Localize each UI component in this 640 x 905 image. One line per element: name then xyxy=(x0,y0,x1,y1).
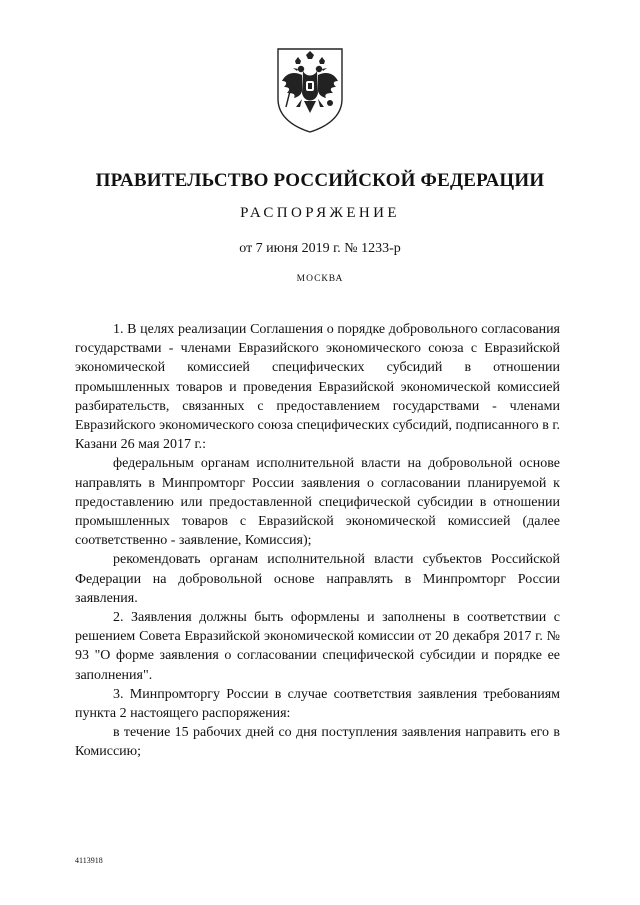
date-and-number: от 7 июня 2019 г. № 1233-р xyxy=(239,241,401,256)
paragraph-2: 2. Заявления должны быть оформлены и заполнены в соответствии с решением Совета Евразийской экономической комиссии от 20 декабря 2017 г. № 93 "О форме заявления о согласовании специфической субсидии и порядке ее заполнения". xyxy=(75,610,560,683)
document-body xyxy=(75,320,560,762)
paragraph-1: 1. В целях реализации Соглашения о порядке добровольного согласования государствами - членами Евразийского экономического союза с Евразийской экономической комиссией специфических субсидий в отношении промышленных товаров и проведения Евразийской экономической комиссией разбирательств, связанных с предоставлением государствами - членами Евразийского экономического союза специфических субсидий, подписанного в г. Казани 26 мая 2017 г.: xyxy=(75,322,560,453)
document-type: РАСПОРЯЖЕНИЕ xyxy=(240,205,400,221)
paragraph-1-item-federal: федеральным органам исполнительной власти на добровольной основе направлять в Минпромторг России заявления о согласовании планируемой к предоставлению или предоставленной специфической субсидии в отношении промышленных товаров с Евразийской экономической комиссией (далее соответственно - заявление, Комиссия); xyxy=(75,456,560,549)
state-emblem-icon xyxy=(276,47,344,133)
document-code: 4113918 xyxy=(75,856,103,865)
paragraph-3-item-1: в течение 15 рабочих дней со дня поступления заявления направить его в Комиссию; xyxy=(75,725,560,760)
paragraph-1-item-regional: рекомендовать органам исполнительной власти субъектов Российской Федерации на добровольной основе направлять в Минпромторг России заявления. xyxy=(75,552,560,606)
government-title: ПРАВИТЕЛЬСТВО РОССИЙСКОЙ ФЕДЕРАЦИИ xyxy=(95,170,545,191)
city: МОСКВА xyxy=(296,274,344,284)
paragraph-3: 3. Минпромторгу России в случае соответствия заявления требованиям пункта 2 настоящего распоряжения: xyxy=(75,686,560,722)
